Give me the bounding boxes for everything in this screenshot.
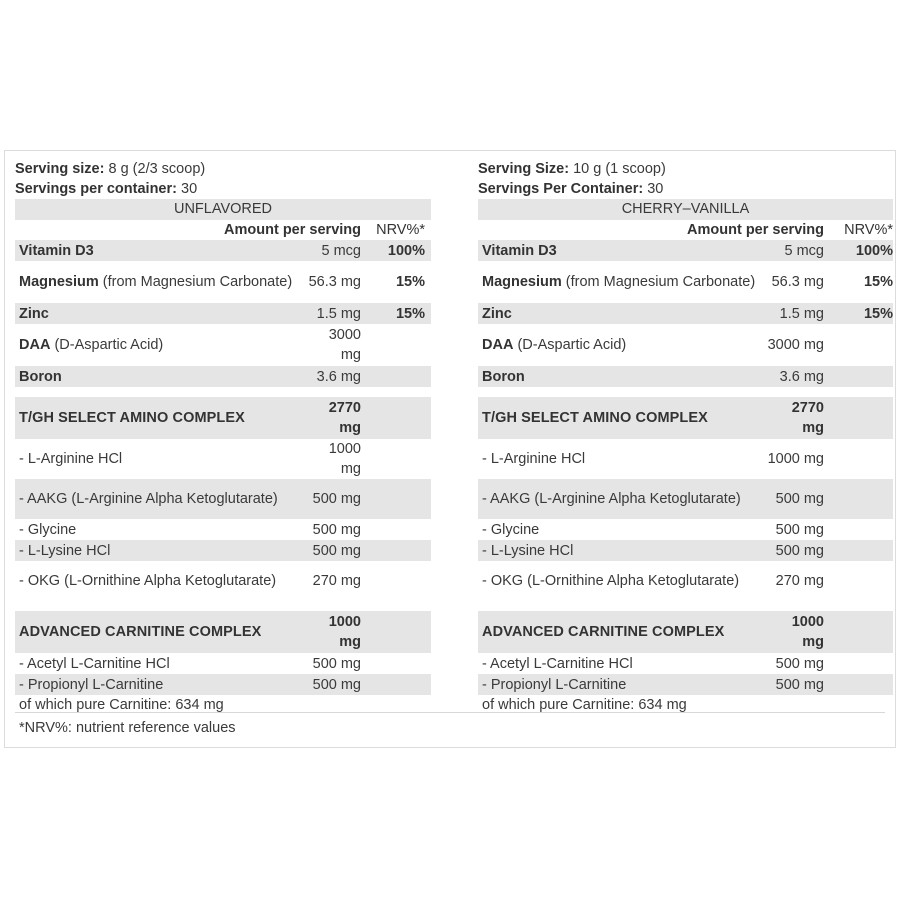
- nutrient-row: [15, 324, 431, 366]
- carnitine-item-name: - Propionyl L-Carnitine: [19, 676, 164, 693]
- amino-item-name: - L-Lysine HCl: [482, 542, 574, 559]
- nutrient-name: [15, 241, 305, 261]
- servings-per-container-label: Servings per container:: [15, 181, 177, 197]
- amino-item-amount: 500 mg: [312, 521, 361, 538]
- column-header-row: [478, 220, 893, 240]
- nutrient-name: [478, 304, 766, 324]
- amino-item-name: - AAKG (L-Arginine Alpha Ketoglutarate): [482, 491, 741, 507]
- amino-item-amount: 1000 mg: [328, 441, 361, 477]
- amount-per-serving-header: Amount per serving: [224, 222, 361, 238]
- carnitine-complex-title: ADVANCED CARNITINE COMPLEX: [19, 624, 262, 640]
- nutrient-row: [478, 366, 893, 387]
- nutrient-name: [478, 272, 766, 292]
- carnitine-item-name: - Acetyl L-Carnitine HCl: [19, 655, 170, 672]
- amino-complex-title: T/GH SELECT AMINO COMPLEX: [19, 410, 245, 426]
- nutrient-label: Vitamin D3: [19, 242, 94, 259]
- carnitine-item-row: [478, 653, 893, 674]
- amino-item-name: - L-Arginine HCl: [482, 451, 586, 467]
- nutrient-source: (D-Aspartic Acid): [50, 337, 164, 353]
- flavor-title: CHERRY–VANILLA: [478, 199, 893, 220]
- amino-item-name: - Glycine: [19, 521, 77, 538]
- nutrient-source: (from Magnesium Carbonate): [98, 274, 293, 290]
- amino-item-name: - OKG (L-Ornithine Alpha Ketoglutarate): [482, 573, 740, 589]
- nutrient-row: [15, 261, 431, 303]
- nutrient-row: [478, 324, 893, 366]
- amino-item-row: [478, 479, 893, 519]
- amino-item-row: [478, 439, 893, 479]
- nutrient-label: DAA: [482, 337, 514, 353]
- amino-item-row: [15, 439, 431, 479]
- nutrient-nrv: 100%: [387, 242, 425, 259]
- carnitine-item-name: - Acetyl L-Carnitine HCl: [482, 655, 633, 672]
- amino-item-amount: 270 mg: [775, 573, 824, 589]
- nutrient-label: DAA: [19, 337, 51, 353]
- amino-item-row: [478, 540, 893, 561]
- column-header-row: [15, 220, 431, 240]
- amino-complex-title-row: [478, 397, 893, 439]
- nutrient-amount: 3.6 mg: [779, 368, 824, 385]
- nutrient-nrv: 15%: [395, 305, 425, 322]
- nutrition-column-unflavored: [15, 159, 431, 715]
- nutrient-amount: 56.3 mg: [771, 274, 824, 290]
- carnitine-note: of which pure Carnitine: 634 mg: [19, 697, 224, 713]
- nutrient-amount: 3000 mg: [328, 327, 361, 363]
- carnitine-complex-title-row: [15, 611, 431, 653]
- nutrient-nrv: 15%: [863, 305, 893, 322]
- servings-per-container-line: [15, 179, 431, 199]
- nutrient-amount: 3000 mg: [767, 337, 824, 353]
- carnitine-item-amount: 500 mg: [775, 655, 824, 672]
- amino-item-amount: 500 mg: [312, 491, 361, 507]
- amino-item-amount: 500 mg: [312, 542, 361, 559]
- amino-item-row: [478, 519, 893, 540]
- nutrient-amount: 56.3 mg: [308, 274, 361, 290]
- amino-complex-title: T/GH SELECT AMINO COMPLEX: [482, 410, 708, 426]
- nutrient-nrv: 100%: [855, 242, 893, 259]
- nutrient-label: Zinc: [482, 305, 512, 322]
- serving-size-line: [478, 159, 893, 179]
- carnitine-complex-amount: 1000 mg: [791, 614, 824, 650]
- footnote: *NRV%: nutrient reference values: [19, 720, 236, 736]
- nutrient-amount: 1.5 mg: [779, 305, 824, 322]
- nutrient-source: (D-Aspartic Acid): [513, 337, 627, 353]
- nutrient-nrv: 15%: [863, 274, 893, 290]
- carnitine-item-name: - Propionyl L-Carnitine: [482, 676, 627, 693]
- nutrient-row: [478, 240, 893, 261]
- nutrient-row: [15, 240, 431, 261]
- amino-item-row: [15, 561, 431, 601]
- servings-per-container-value: 30: [647, 181, 664, 197]
- nutrient-name: [15, 272, 305, 292]
- amino-item-amount: 500 mg: [775, 542, 824, 559]
- nutrition-column-cherry-vanilla: [478, 159, 893, 715]
- nutrient-label: Boron: [19, 368, 62, 385]
- amount-per-serving-header: Amount per serving: [687, 222, 824, 238]
- amino-item-name: - L-Lysine HCl: [19, 542, 111, 559]
- amino-item-amount: 500 mg: [775, 491, 824, 507]
- amino-complex-title-row: [15, 397, 431, 439]
- carnitine-complex-amount: 1000 mg: [328, 614, 361, 650]
- amino-item-row: [15, 519, 431, 540]
- nutrient-row: [15, 366, 431, 387]
- nutrient-amount: 3.6 mg: [316, 368, 361, 385]
- flavor-title: UNFLAVORED: [15, 199, 431, 220]
- amino-complex-amount: 2770 mg: [328, 400, 361, 436]
- nutrient-label: Boron: [482, 368, 525, 385]
- nutrient-amount: 1.5 mg: [316, 305, 361, 322]
- amino-item-amount: 500 mg: [775, 521, 824, 538]
- nutrient-name: [15, 335, 305, 355]
- nutrient-amount: 5 mcg: [321, 242, 361, 259]
- serving-size-value: 10 g (1 scoop): [573, 161, 666, 177]
- nutrient-nrv: 15%: [395, 274, 425, 290]
- carnitine-item-row: [478, 674, 893, 695]
- supplement-facts-panel: [4, 150, 896, 748]
- serving-size-label: Serving Size:: [478, 161, 570, 177]
- amino-item-amount: 1000 mg: [767, 451, 824, 467]
- serving-size-line: [15, 159, 431, 179]
- nutrient-name: [478, 335, 766, 355]
- carnitine-item-row: [15, 653, 431, 674]
- nrv-header: NRV%*: [844, 222, 893, 238]
- carnitine-item-amount: 500 mg: [775, 676, 824, 693]
- nutrient-name: [15, 304, 305, 324]
- nutrient-row: [478, 261, 893, 303]
- servings-per-container-line: [478, 179, 893, 199]
- nutrient-row: [15, 303, 431, 324]
- carnitine-complex-title: ADVANCED CARNITINE COMPLEX: [482, 624, 725, 640]
- serving-size-label: Serving size:: [15, 161, 105, 177]
- serving-size-value: 8 g (2/3 scoop): [108, 161, 206, 177]
- amino-item-name: - L-Arginine HCl: [19, 451, 123, 467]
- nutrient-label: Magnesium: [19, 274, 99, 290]
- carnitine-item-amount: 500 mg: [312, 655, 361, 672]
- carnitine-complex-title-row: [478, 611, 893, 653]
- nrv-header: NRV%*: [376, 222, 425, 238]
- nutrient-name: [15, 367, 305, 387]
- servings-per-container-value: 30: [181, 181, 198, 197]
- nutrient-name: [478, 367, 766, 387]
- carnitine-item-amount: 500 mg: [312, 676, 361, 693]
- nutrient-row: [478, 303, 893, 324]
- servings-per-container-label: Servings Per Container:: [478, 181, 644, 197]
- nutrient-source: (from Magnesium Carbonate): [561, 274, 756, 290]
- amino-item-amount: 270 mg: [312, 573, 361, 589]
- amino-item-row: [15, 540, 431, 561]
- nutrient-amount: 5 mcg: [784, 242, 824, 259]
- nutrient-label: Vitamin D3: [482, 242, 557, 259]
- nutrient-label: Magnesium: [482, 274, 562, 290]
- nutrient-name: [478, 241, 766, 261]
- amino-item-name: - Glycine: [482, 521, 540, 538]
- carnitine-note: of which pure Carnitine: 634 mg: [482, 697, 687, 713]
- amino-item-name: - OKG (L-Ornithine Alpha Ketoglutarate): [19, 573, 277, 589]
- amino-item-name: - AAKG (L-Arginine Alpha Ketoglutarate): [19, 491, 278, 507]
- amino-item-row: [478, 561, 893, 601]
- amino-item-row: [15, 479, 431, 519]
- nutrient-label: Zinc: [19, 305, 49, 322]
- carnitine-item-row: [15, 674, 431, 695]
- amino-complex-amount: 2770 mg: [791, 400, 824, 436]
